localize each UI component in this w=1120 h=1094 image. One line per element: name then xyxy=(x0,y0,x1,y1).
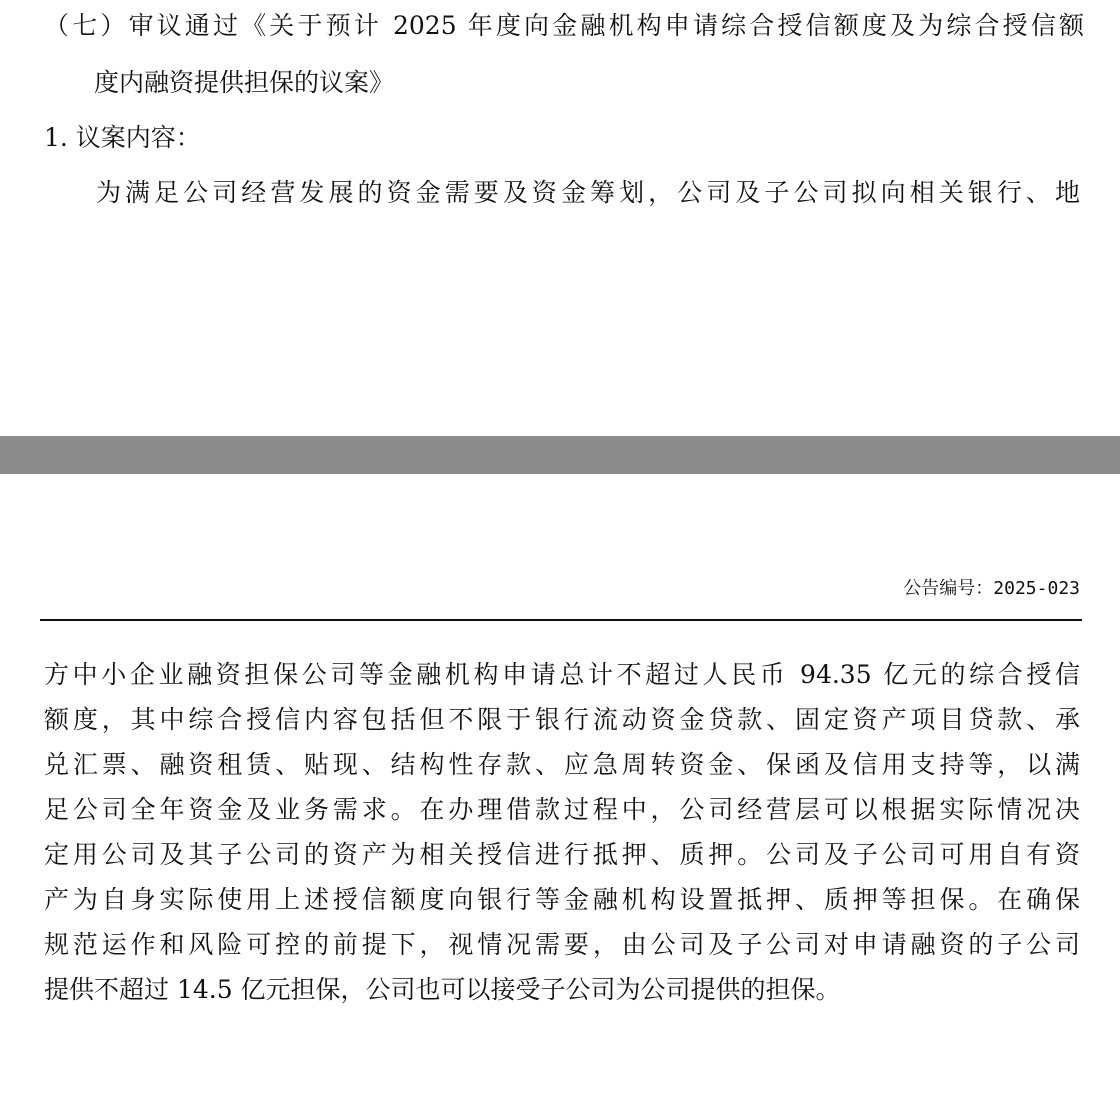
announcement-number: 公告编号：2025-023 xyxy=(903,578,1080,599)
paragraph-line: 产为自身实际使用上述授信额度向银行等金融机构设置抵押、质押等担保。在确保 xyxy=(44,885,1080,914)
paragraph-line: 足公司全年资金及业务需求。在办理借款过程中，公司经营层可以根据实际情况决 xyxy=(44,795,1080,824)
document-page-bottom xyxy=(0,474,1120,1094)
document-page-top xyxy=(0,0,1120,436)
paragraph-line: 额度，其中综合授信内容包括但不限于银行流动资金贷款、固定资产项目贷款、承 xyxy=(44,705,1080,734)
paragraph-start: 为满足公司经营发展的资金需要及资金筹划，公司及子公司拟向相关银行、地 xyxy=(96,178,1080,207)
item-heading-line1: （七）审议通过《关于预计 2025 年度向金融机构申请综合授信额度及为综合授信额 xyxy=(44,11,1084,40)
paragraph-line: 兑汇票、融资租赁、贴现、结构性存款、应急周转资金、保函及信用支持等，以满 xyxy=(44,750,1080,779)
paragraph-line: 方中小企业融资担保公司等金融机构申请总计不超过人民币 94.35 亿元的综合授信 xyxy=(44,660,1080,689)
paragraph-line: 提供不超过 14.5 亿元担保，公司也可以接受子公司为公司提供的担保。 xyxy=(44,975,841,1004)
paragraph-continued xyxy=(44,652,1080,1012)
item-heading-line2: 度内融资提供担保的议案》 xyxy=(94,68,395,97)
subheading: 1. 议案内容： xyxy=(44,123,201,152)
page-break-divider xyxy=(0,436,1120,474)
paragraph-line: 规范运作和风险可控的前提下，视情况需要，由公司及子公司对申请融资的子公司 xyxy=(44,930,1080,959)
header-rule xyxy=(40,619,1082,621)
paragraph-line: 定用公司及其子公司的资产为相关授信进行抵押、质押。公司及子公司可用自有资 xyxy=(44,840,1080,869)
